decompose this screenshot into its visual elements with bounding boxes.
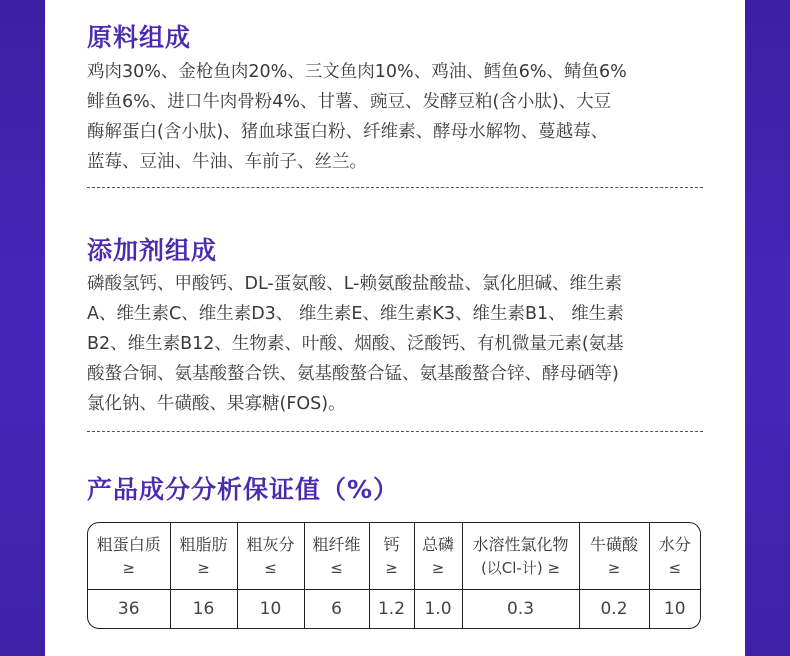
table-header-row (88, 523, 700, 589)
table-value-cell: 1.0 (414, 589, 462, 628)
analysis-table (87, 522, 701, 629)
table-value-cell: 16 (170, 589, 237, 628)
table-value-cell: 0.3 (462, 589, 579, 628)
table-value-cell: 0.2 (579, 589, 649, 628)
table-value-cell: 10 (237, 589, 304, 628)
table-header-cell: 水溶性氯化物 (以Cl-计) ≥ (462, 523, 579, 589)
left-purple-band (0, 0, 45, 656)
right-purple-band (745, 0, 790, 656)
raw-materials-text: 鸡肉30%、金枪鱼肉20%、三文鱼肉10%、鸡油、鳕鱼6%、鲭鱼6% 鲱鱼6%、进口牛肉骨粉4%、甘薯、豌豆、发酵豆粕(含小肽)、大豆 酶解蛋白(含小肽)、猪血球蛋白粉、纤维素、酵母水解物、蔓越莓、 蓝莓、豆油、牛油、车前子、丝兰。 (87, 62, 627, 172)
table-header-cell: 钙 ≥ (369, 523, 414, 589)
table-value-cell: 1.2 (369, 589, 414, 628)
table-header-cell: 粗脂肪 ≥ (170, 523, 237, 589)
table-header-cell: 粗蛋白质 ≥ (88, 523, 170, 589)
raw-materials-title: 原料组成 (87, 23, 192, 52)
divider (87, 431, 703, 432)
table-value-cell: 36 (88, 589, 170, 628)
table-header-cell: 水分 ≤ (649, 523, 700, 589)
table-header-cell: 粗灰分 ≤ (237, 523, 304, 589)
table-header-cell: 牛磺酸 ≥ (579, 523, 649, 589)
additives-text: 磷酸氢钙、甲酸钙、DL-蛋氨酸、L-赖氨酸盐酸盐、氯化胆碱、维生素 A、维生素C、维生素D3、 维生素E、维生素K3、维生素B1、 维生素 B2、维生素B12、生物素、叶酸、烟酸、泛酸钙、有机微量元素(氨基 酸螯合铜、氨基酸螯合铁、氨基酸螯合锰、氨基酸螯合锌、酵母硒等) 氯化钠、牛磺酸、果寡糖(FOS)。 (87, 274, 624, 414)
table-value-row (88, 589, 700, 628)
table-value-cell: 10 (663, 598, 686, 619)
table-header-cell: 总磷 ≥ (414, 523, 462, 589)
table-header-cell: 粗纤维 ≤ (304, 523, 369, 589)
analysis-title: 产品成分分析保证值（%） (87, 475, 400, 504)
additives-title: 添加剂组成 (87, 236, 218, 265)
divider (87, 187, 703, 188)
table-value-cell: 6 (304, 589, 369, 628)
